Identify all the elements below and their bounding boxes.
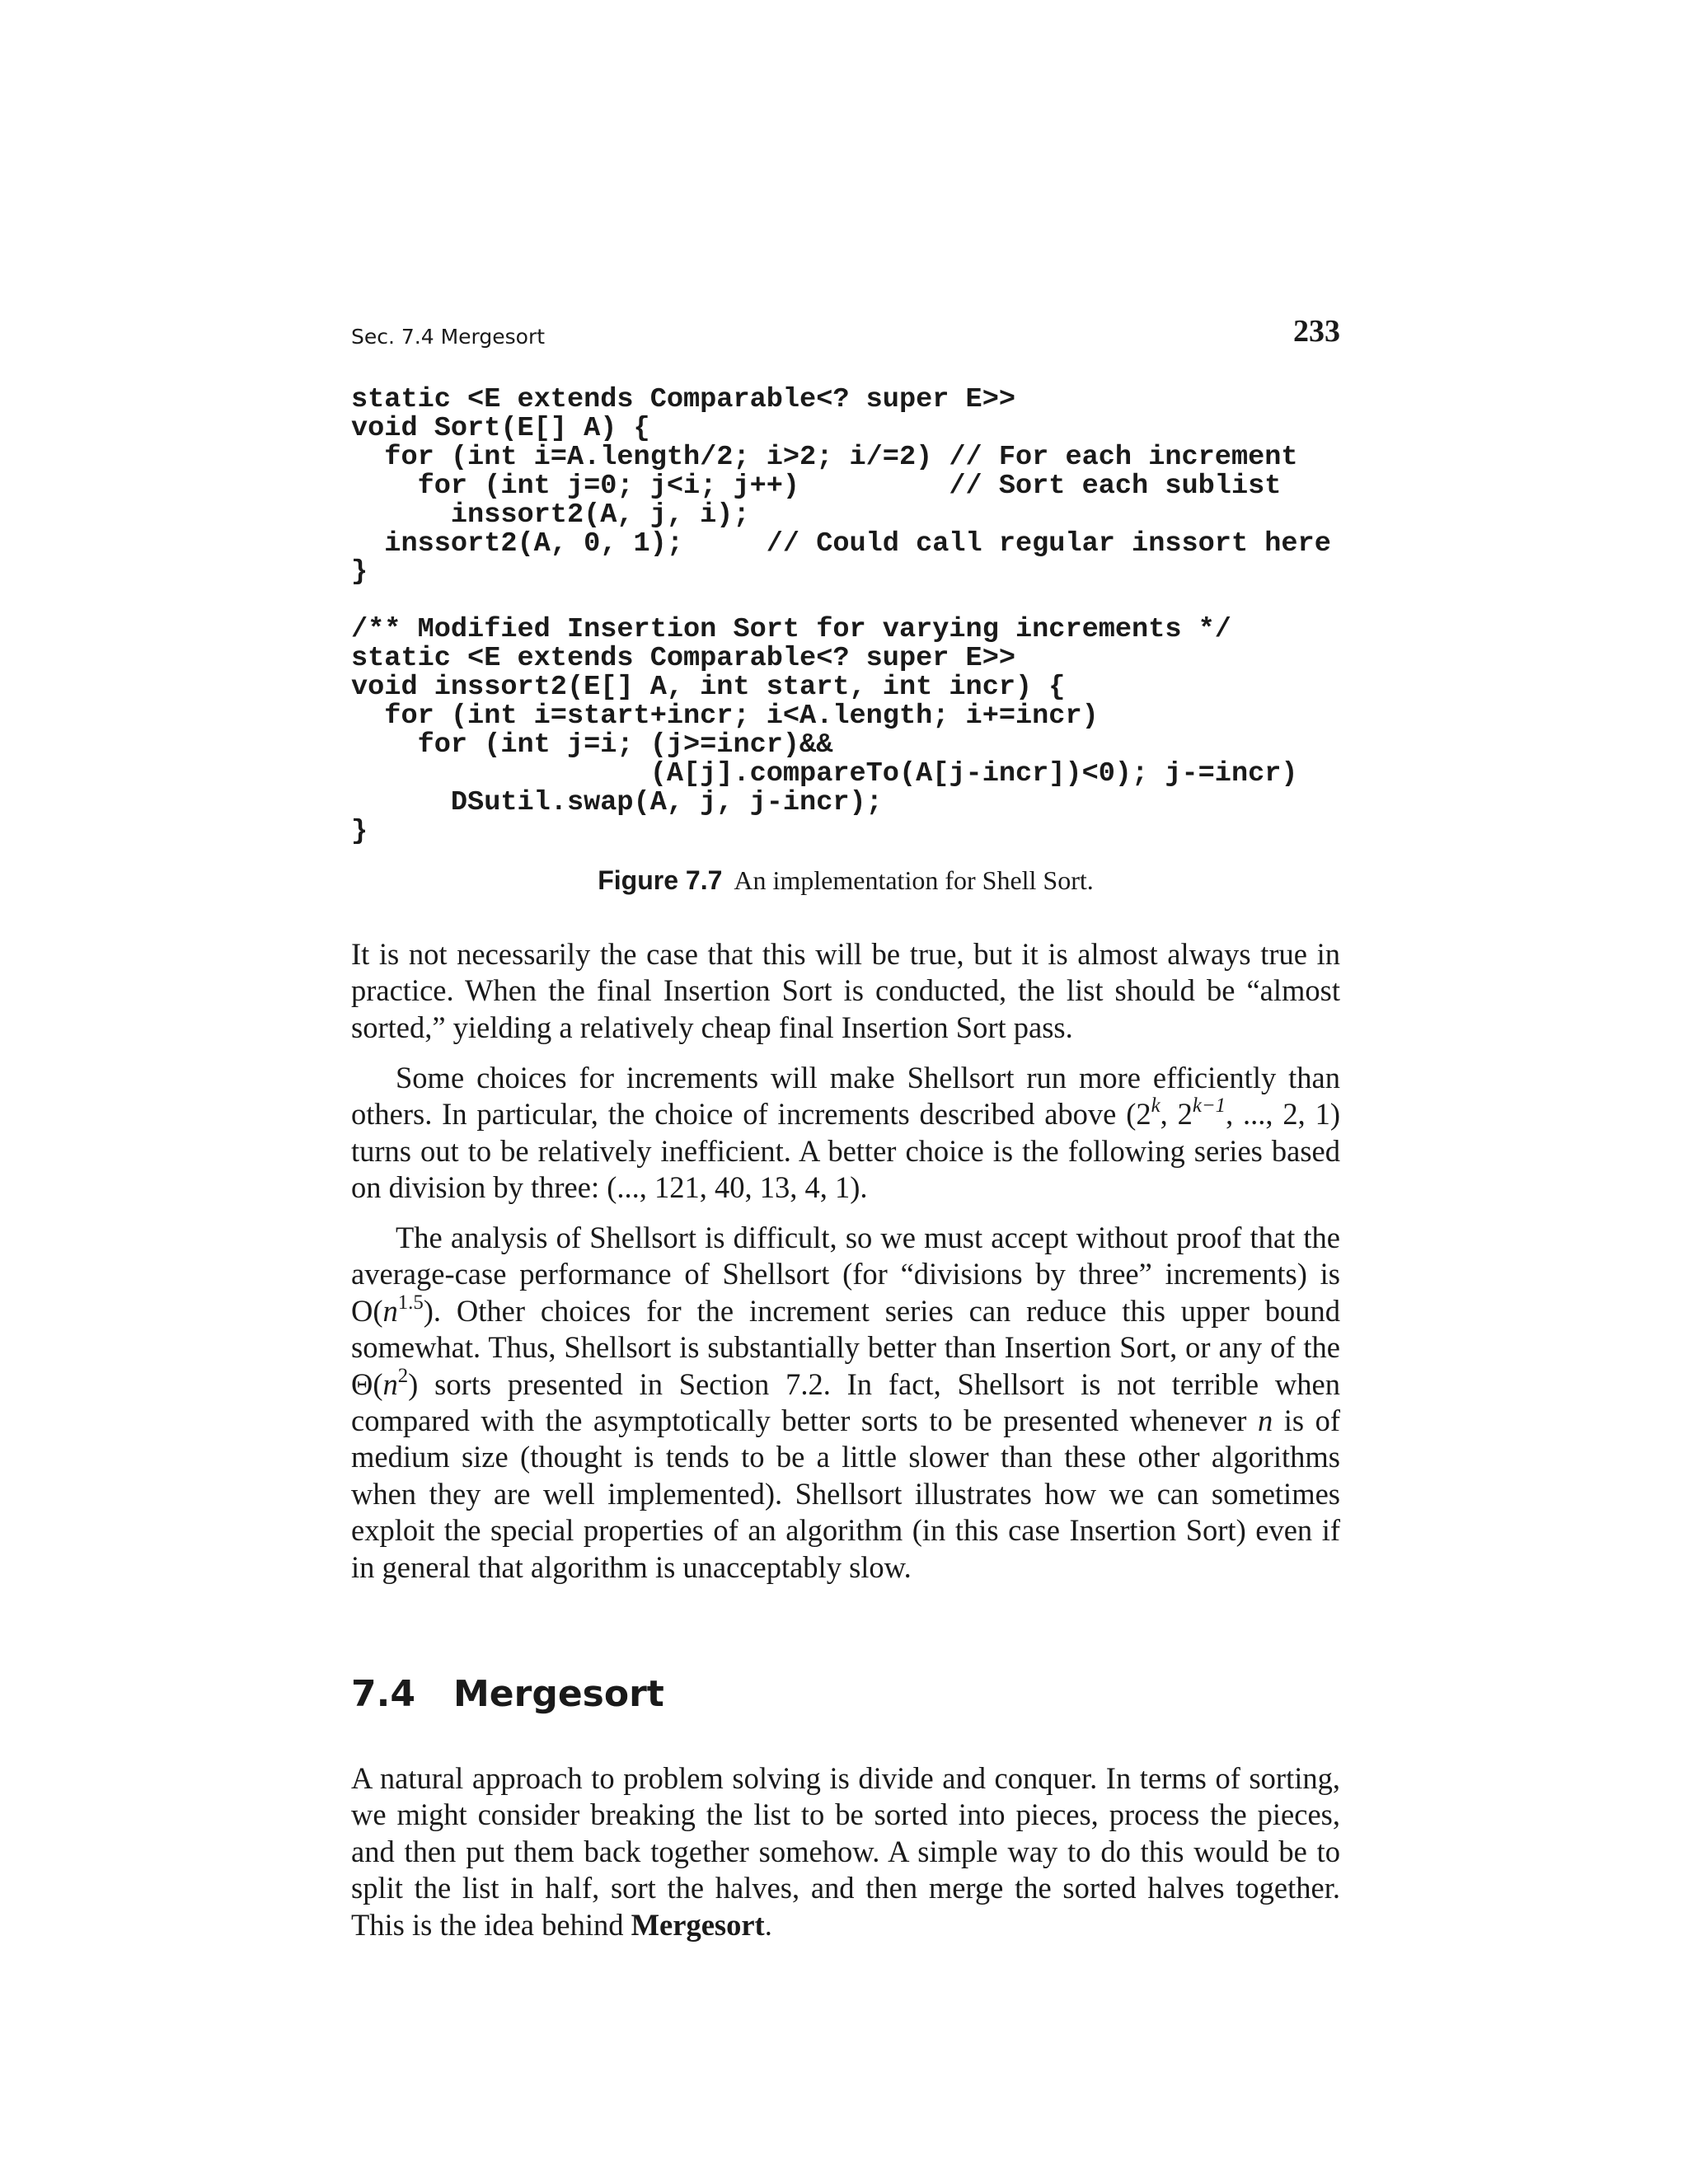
paragraph-3-text-a: The analysis of Shellsort is difficult, so we must accept without proof that the average-case performance of Shellsort (for “divisions by three” increments) is O( <box>351 1221 1340 1328</box>
paragraph-4-text-b: . <box>764 1907 772 1942</box>
term-mergesort: Mergesort <box>631 1907 765 1942</box>
running-head: Sec. 7.4 Mergesort <box>351 325 546 349</box>
math-n: n <box>1257 1404 1273 1438</box>
exponent-2: 2 <box>397 1364 409 1387</box>
paragraph-3 <box>351 1220 1340 1586</box>
section-title: Mergesort <box>453 1673 664 1715</box>
paragraph-1: It is not necessarily the case that this will be true, but it is almost always true in practice. When the final Insertion Sort is conducted, the list should be “almost sorted,” yielding a relatively cheap final Insertion Sort pass. <box>351 937 1340 1044</box>
figure-caption-text: An implementation for Shell Sort. <box>734 865 1094 895</box>
figure-caption <box>351 865 1340 896</box>
section-heading <box>351 1673 664 1715</box>
paragraph-2-text-a: Some choices for increments will make Shellsort run more efficiently than others. In particular, the choice of increments described above (2 <box>351 1061 1340 1132</box>
paragraph-4 <box>351 1760 1340 1943</box>
figure-label: Figure 7.7 <box>598 865 723 895</box>
page-number: 233 <box>1293 314 1340 349</box>
exponent-1-5: 1.5 <box>397 1291 424 1314</box>
math-n: n <box>382 1366 398 1401</box>
exponent-k-minus-1: k−1 <box>1192 1094 1226 1118</box>
paragraph-2-text-c: , ..., 2, 1) turns out to be relatively inefficient. A better choice is the following series based on division by three: (..., 121, 40, 13, 4, 1). <box>351 1097 1341 1205</box>
paragraph-3-text-d: is of medium size (thought is tends to be a little slower than these other algorithms when they are well implemented). Shellsort illustrates how we can sometimes exploit the special properties of an algorithm (in this case Insertion Sort) even if in general that algorithm is unacceptably slow. <box>351 1404 1341 1584</box>
section-number: 7.4 <box>351 1673 415 1715</box>
paragraph-3-text-c: ) sorts presented in Section 7.2. In fact, Shellsort is not terrible when compared with the asymptotically better sorts to be presented whenever <box>351 1366 1340 1438</box>
code-listing: static <E extends Comparable<? super E>> void Sort(E[] A) { for (int i=A.length/2; i>2; i/=2) // For each increment for (int j=0; j<i; j++) // Sort each sublist inssort2(A, j, i); inssort2(A, 0, 1); // Could call regular inssort here } /** Modified Insertion Sort for varying increments */ static <E extends Comparable<? super E>> void inssort2(E[] A, int start, int incr) { for (int i=start+incr; i<A.length; i+=incr) for (int j=i; (j>=incr)&& (A[j].compareTo(A[j-incr])<0); j-=incr) DSutil.swap(A, j, j-incr); } <box>351 384 1331 847</box>
page-header <box>351 313 1340 363</box>
paragraph-2-text-b: , 2 <box>1160 1097 1193 1132</box>
paragraph-2 <box>351 1060 1340 1207</box>
exponent-k: k <box>1151 1094 1160 1118</box>
paragraph-3-text-b: ). Other choices for the increment series can reduce this upper bound somewhat. Thus, Shellsort is substantially better than Insertion Sort, or any of the Θ( <box>351 1293 1340 1401</box>
math-n: n <box>382 1293 398 1328</box>
paragraph-4-text-a: A natural approach to problem solving is divide and conquer. In terms of sorting, we might consider breaking the list to be sorted into pieces, process the pieces, and then put them back together somehow. A simple way to do this would be to split the list in half, sort the halves, and then merge the sorted halves together. This is the idea behind <box>351 1761 1340 1942</box>
